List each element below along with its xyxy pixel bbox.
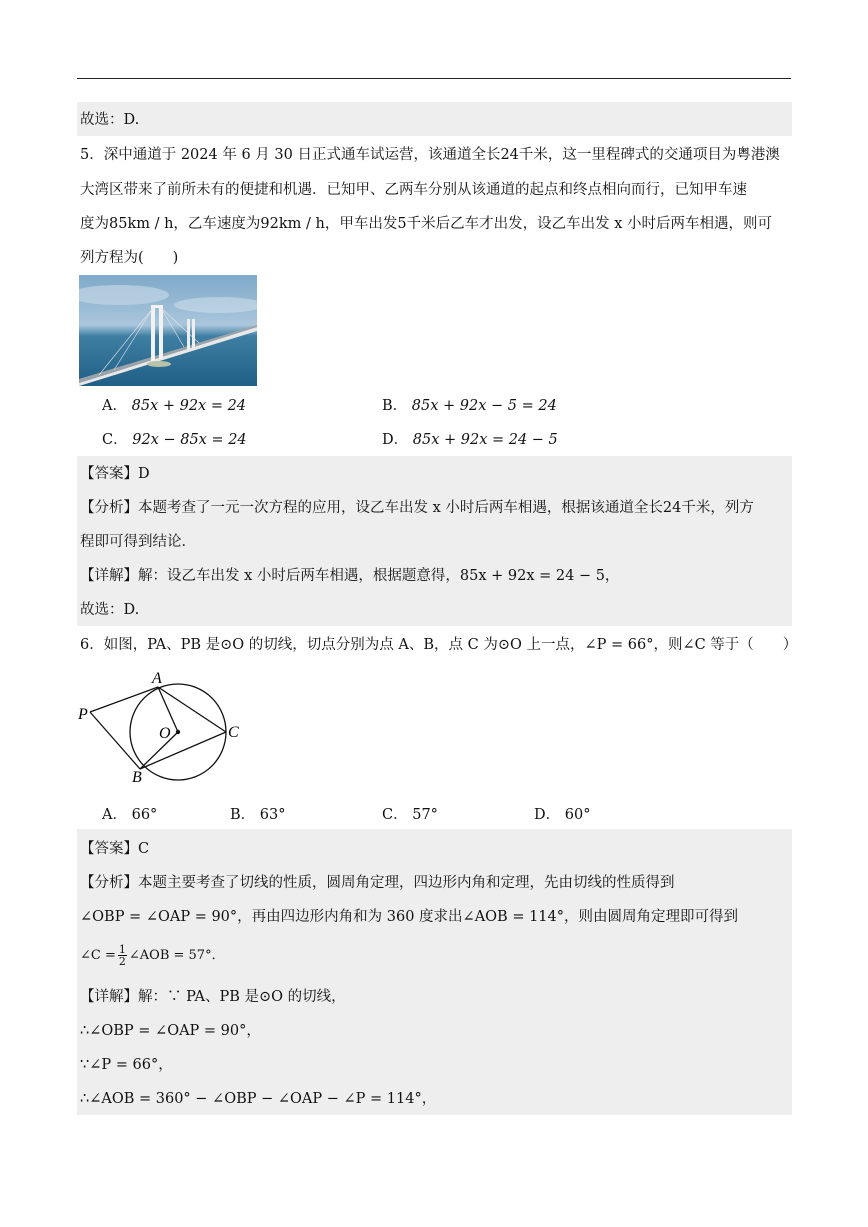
tangent-pa: [90, 687, 158, 712]
prev-conclusion: 故选：D.: [80, 112, 140, 128]
q5-stem-line-2: 大湾区带来了前所未有的便捷和机遇．已知甲、乙两车分别从该通道的起点和终点相向而行，已知甲车速: [80, 182, 747, 198]
label-c: C: [228, 724, 239, 741]
q5-option-d[interactable]: D． 85x + 92x = 24 − 5: [382, 432, 558, 448]
q5-stem-line-1: 5．深中通道于 2024 年 6 月 30 日正式通车试运营，该通道全长24千米，这一里程碑式的交通项目为粤港澳: [80, 147, 780, 163]
q5-stem-line-3: 度为85km / h，乙车速度为92km / h，甲车出发5千米后乙车才出发，设乙车出发 x 小时后两车相遇，则可: [80, 216, 772, 232]
chord-bc: [140, 732, 226, 769]
tangent-pb: [90, 712, 140, 769]
q6-option-c[interactable]: C． 57°: [382, 807, 438, 823]
q6-option-a[interactable]: A． 66°: [102, 807, 158, 823]
q6-analysis-line-3: ∠C = $\frac{1}{2}$ ∠AOB = 57°．: [80, 943, 225, 968]
label-o: O: [159, 725, 171, 742]
fraction-one-half: $\frac{1}{2}$: [118, 943, 126, 968]
q6-analysis-line-1: 【分析】本题主要考查了切线的性质，圆周角定理，四边形内角和定理，先由切线的性质得到: [80, 875, 675, 891]
q6-detail-line-3: ∵∠P = 66°，: [80, 1057, 173, 1073]
q6-option-b[interactable]: B． 63°: [230, 807, 286, 823]
q6-detail-line-2: ∴∠OBP = ∠OAP = 90°，: [80, 1023, 261, 1039]
q6-analysis-line-2: ∠OBP = ∠OAP = 90°，再由四边形内角和为 360 度求出∠AOB = 114°，则由圆周角定理即可得到: [80, 909, 738, 925]
q6-detail-line-4: ∴∠AOB = 360° − ∠OBP − ∠OAP − ∠P = 114°，: [80, 1091, 437, 1107]
q5-option-c[interactable]: C． 92x − 85x = 24: [102, 432, 247, 448]
q6-detail-line-1: 【详解】解：∵ PA、PB 是⊙O 的切线，: [80, 989, 346, 1005]
center-point: [176, 730, 180, 734]
circle-tangent-figure: [76, 665, 251, 785]
q6-stem: 6．如图，PA、PB 是⊙O 的切线，切点分别为点 A、B，点 C 为⊙O 上一点，∠P = 66°，则∠C 等于（ ）: [80, 637, 798, 653]
q5-option-a[interactable]: A． 85x + 92x = 24: [102, 398, 247, 414]
bridge-photo: [79, 275, 257, 386]
q6-option-d[interactable]: D． 60°: [534, 807, 591, 823]
q5-option-b[interactable]: B． 85x + 92x − 5 = 24: [382, 398, 557, 414]
q6-answer: 【答案】C: [80, 841, 150, 857]
prev-solution-block: [77, 102, 792, 136]
header-rule: [77, 78, 791, 79]
q5-analysis-line-2: 程即可得到结论．: [80, 534, 196, 550]
label-a: A: [152, 670, 162, 687]
label-b: B: [132, 769, 142, 785]
q5-answer: 【答案】D: [80, 466, 150, 482]
q5-analysis-line-1: 【分析】本题考查了一元一次方程的应用，设乙车出发 x 小时后两车相遇，根据该通道全长24千米，列方: [80, 500, 754, 516]
label-p: P: [78, 706, 88, 723]
q5-stem-line-4: 列方程为( ): [80, 250, 179, 266]
q5-detail: 【详解】解：设乙车出发 x 小时后两车相遇，根据题意得，85x + 92x = 24 − 5，: [80, 568, 620, 584]
q5-conclusion: 故选：D.: [80, 602, 140, 618]
q6-solution-block: [77, 829, 792, 1115]
